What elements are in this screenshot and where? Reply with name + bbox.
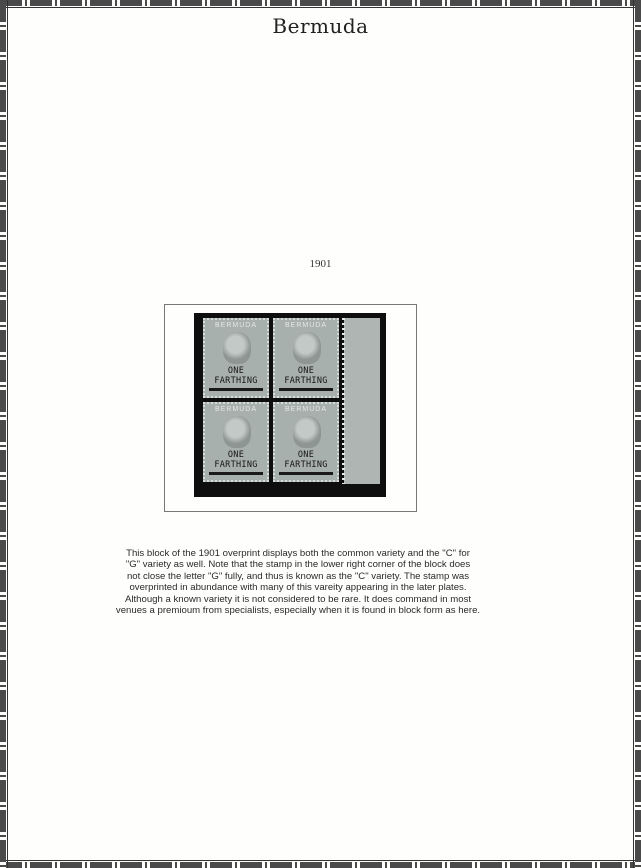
stamp-upper-right <box>273 318 339 398</box>
page-border-top <box>0 0 641 6</box>
page-border-right <box>635 0 641 868</box>
year-label: 1901 <box>309 258 332 270</box>
overprint-line1: ONE <box>227 450 245 460</box>
page-border-left <box>0 0 6 868</box>
description-line: venues a premioum from specialists, especially when it is found in block form as here. <box>115 605 481 617</box>
description-line: not close the letter "G" fully, and thus is known as the "C" variety. The stamp was <box>126 570 470 582</box>
description-line: This block of the 1901 overprint displays both the common variety and the "C" for <box>126 548 470 559</box>
queen-portrait-icon <box>223 332 251 364</box>
overprint-line2: FARTHING <box>214 376 258 386</box>
overprint-bar <box>279 472 333 475</box>
overprint-bar <box>279 388 333 391</box>
stamp-header: BERMUDA <box>284 322 327 329</box>
description-line: "G" variety as well. Note that the stamp in the lower right corner of the block does <box>125 559 471 571</box>
page-title: Bermuda <box>272 14 369 38</box>
stamp-header: BERMUDA <box>214 322 257 329</box>
overprint-line1: ONE <box>227 366 245 376</box>
overprint-line1: ONE <box>297 366 315 376</box>
description-line: overprinted in abundance with many of this vareity appearing in the later plates. <box>129 582 467 594</box>
stamp-lower-left <box>203 402 269 482</box>
description-line: Although a known variety it is not considered to be rare. It does command in most <box>124 593 472 605</box>
overprint-bar <box>209 472 263 475</box>
overprint-line2: FARTHING <box>214 460 258 470</box>
stamp-lower-right <box>273 402 339 482</box>
sheet-selvage <box>344 318 380 484</box>
overprint-line2: FARTHING <box>284 460 328 470</box>
queen-portrait-icon <box>223 416 251 448</box>
overprint-bar <box>209 388 263 391</box>
description-text <box>88 548 508 616</box>
queen-portrait-icon <box>293 332 321 364</box>
stamp-header: BERMUDA <box>214 406 257 413</box>
overprint-line1: ONE <box>297 450 315 460</box>
page-border-bottom <box>0 862 641 868</box>
overprint-line2: FARTHING <box>284 376 328 386</box>
stamp-upper-left <box>203 318 269 398</box>
stamp-header: BERMUDA <box>284 406 327 413</box>
queen-portrait-icon <box>293 416 321 448</box>
selvage-perforations <box>342 318 345 484</box>
